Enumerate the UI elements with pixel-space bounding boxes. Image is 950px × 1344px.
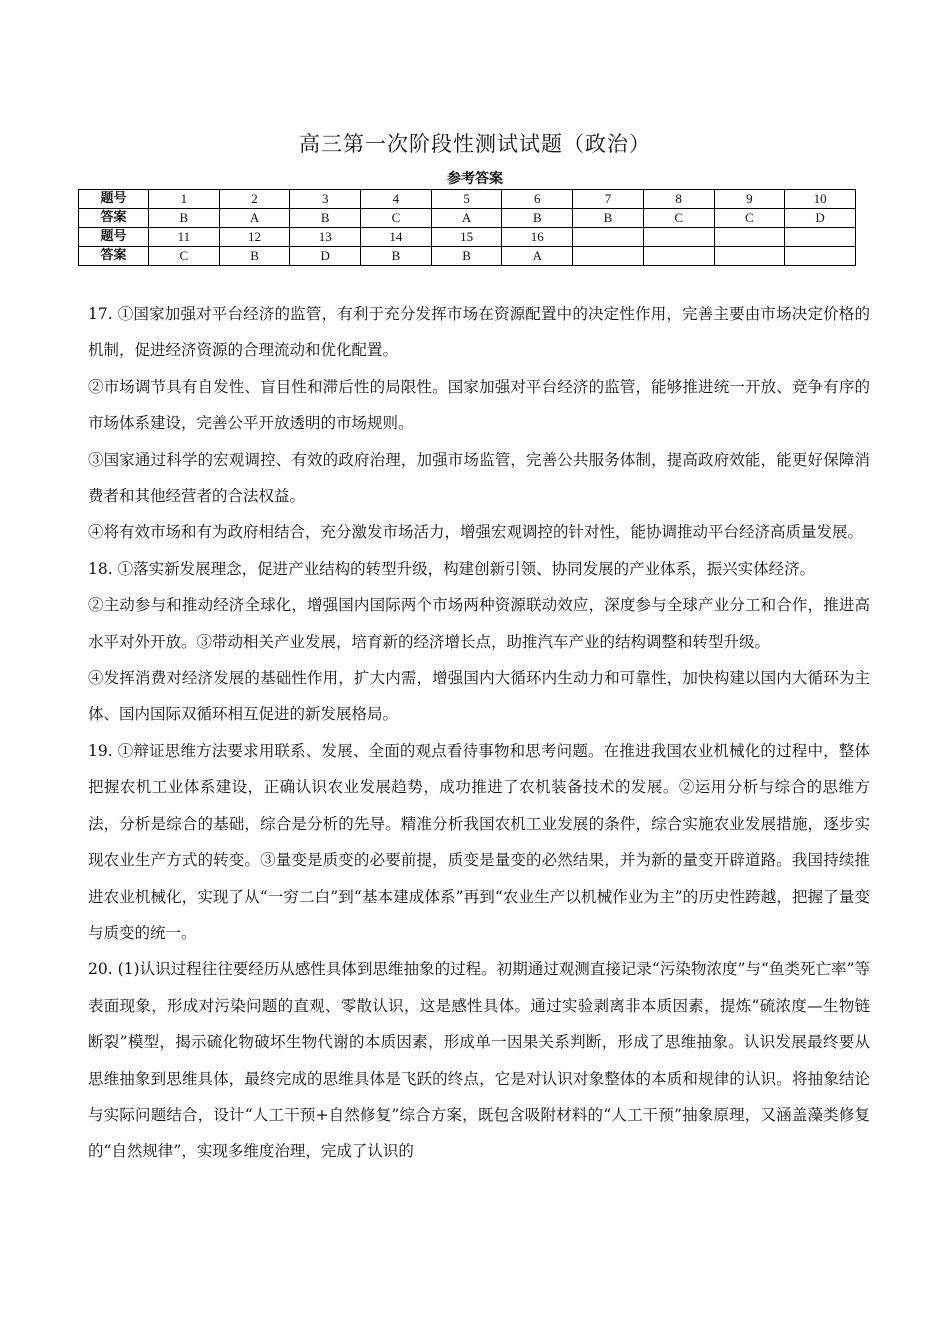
table-row [79, 228, 856, 247]
paragraph-17-4: ④将有效市场和有为政府相结合，充分激发市场活力，增强宏观调控的针对性，能协调推动平台经济高质量发展。 [88, 523, 864, 542]
table-cell: 8 [643, 190, 714, 209]
table-cell: C [643, 209, 714, 228]
row-header: 题号 [79, 190, 149, 209]
answer-explanations [88, 296, 870, 1170]
row-header: 答案 [79, 209, 149, 228]
table-cell: A [219, 209, 290, 228]
answer-key-heading: 参考答案 [447, 171, 503, 187]
paragraph-18-2: ②主动参与和推动经济全球化，增强国内国际两个市场两种资源联动效应，深度参与全球产业分工和合作，推进高水平对外开放。③带动相关产业发展，培育新的经济增长点，助推汽车产业的结构调整和转型升级。 [88, 596, 870, 651]
table-cell: 11 [149, 228, 220, 247]
table-cell: 12 [219, 228, 290, 247]
paragraph-18-3: ④发挥消费对经济发展的基础性作用，扩大内需，增强国内大循环内生动力和可靠性，加快构建以国内大循环为主体、国内国际双循环相互促进的新发展格局。 [88, 669, 870, 724]
paragraph-17-3: ③国家通过科学的宏观调控、有效的政府治理，加强市场监管，完善公共服务体制，提高政府效能，能更好保障消费者和其他经营者的合法权益。 [88, 450, 870, 506]
table-cell [785, 228, 856, 247]
table-cell: 9 [714, 190, 785, 209]
table-cell [573, 228, 644, 247]
paragraph-17-2: ②市场调节具有自发性、盲目性和滞后性的局限性。国家加强对平台经济的监管，能够推进统一开放、竞争有序的市场体系建设，完善公平开放透明的市场规则。 [88, 377, 870, 433]
table-cell: 1 [149, 190, 220, 209]
table-cell: C [149, 247, 220, 266]
table-cell: 7 [573, 190, 644, 209]
table-cell: B [573, 209, 644, 228]
table-cell [714, 228, 785, 247]
table-cell: A [431, 209, 502, 228]
table-cell: C [361, 209, 432, 228]
table-cell [573, 247, 644, 266]
table-cell: B [219, 247, 290, 266]
table-cell [643, 247, 714, 266]
table-cell [714, 247, 785, 266]
table-cell: B [149, 209, 220, 228]
table-cell [643, 228, 714, 247]
table-cell: 6 [502, 190, 573, 209]
table-cell: B [502, 209, 573, 228]
table-row [79, 209, 856, 228]
table-cell: B [431, 247, 502, 266]
table-cell: A [502, 247, 573, 266]
table-cell: D [290, 247, 361, 266]
paragraph-19: 19. ①辩证思维方法要求用联系、发展、全面的观点看待事物和思考问题。在推进我国农业机械化的过程中，整体把握农机工业体系建设，正确认识农业发展趋势，成功推进了农机装备技术的发展。②运用分析与综合的思维方法，分析是综合的基础，综合是分析的先导。精准分析我国农机工业发展的条件，综合实施农业发展措施，逐步实现农业生产方式的转变。③量变是质变的必要前提，质变是量变的必然结果，并为新的量变开辟道路。我国持续推进农业机械化，实现了从“一穷二白”到“基本建成体系”再到“农业生产以机械作业为主”的历史性跨越，把握了量变与质变的统一。 [88, 741, 870, 942]
table-cell: B [361, 247, 432, 266]
table-row [79, 247, 856, 266]
page-title: 高三第一次阶段性测试试题（政治） [299, 132, 651, 156]
table-row [79, 190, 856, 209]
paragraph-17-1: 17. ①国家加强对平台经济的监管，有利于充分发挥市场在资源配置中的决定性作用，完善主要由市场决定价格的机制，促进经济资源的合理流动和优化配置。 [88, 305, 870, 360]
table-cell: 14 [361, 228, 432, 247]
paragraph-20: 20. (1)认识过程往往要经历从感性具体到思维抽象的过程。初期通过观测直接记录“污染物浓度”与“鱼类死亡率”等表面现象，形成对污染问题的直观、零散认识，这是感性具体。通过实验剥离非本质因素，提炼“硫浓度—生物链断裂”模型，揭示硫化物破坏生物代谢的本质因素，形成单一因果关系判断，形成了思维抽象。认识发展最终要从思维抽象到思维具体，最终完成的思维具体是飞跃的终点，它是对认识对象整体的本质和规律的认识。将抽象结论与实际问题结合，设计“人工干预+自然修复”综合方案，既包含吸附材料的“人工干预”抽象原理，又涵盖藻类修复的“自然规律”，实现多维度治理，完成了认识的 [88, 960, 870, 1161]
table-cell: 2 [219, 190, 290, 209]
table-cell: 3 [290, 190, 361, 209]
table-cell [785, 247, 856, 266]
table-cell: 15 [431, 228, 502, 247]
table-cell: C [714, 209, 785, 228]
row-header: 答案 [79, 247, 149, 266]
table-cell: 4 [361, 190, 432, 209]
answer-table [78, 189, 856, 266]
table-cell: 16 [502, 228, 573, 247]
row-header: 题号 [79, 228, 149, 247]
table-cell: 10 [785, 190, 856, 209]
table-cell: D [785, 209, 856, 228]
table-cell: B [290, 209, 361, 228]
paragraph-18-1: 18. ①落实新发展理念，促进产业结构的转型升级，构建创新引领、协同发展的产业体系，振兴实体经济。 [88, 559, 816, 578]
table-cell: 13 [290, 228, 361, 247]
table-cell: 5 [431, 190, 502, 209]
